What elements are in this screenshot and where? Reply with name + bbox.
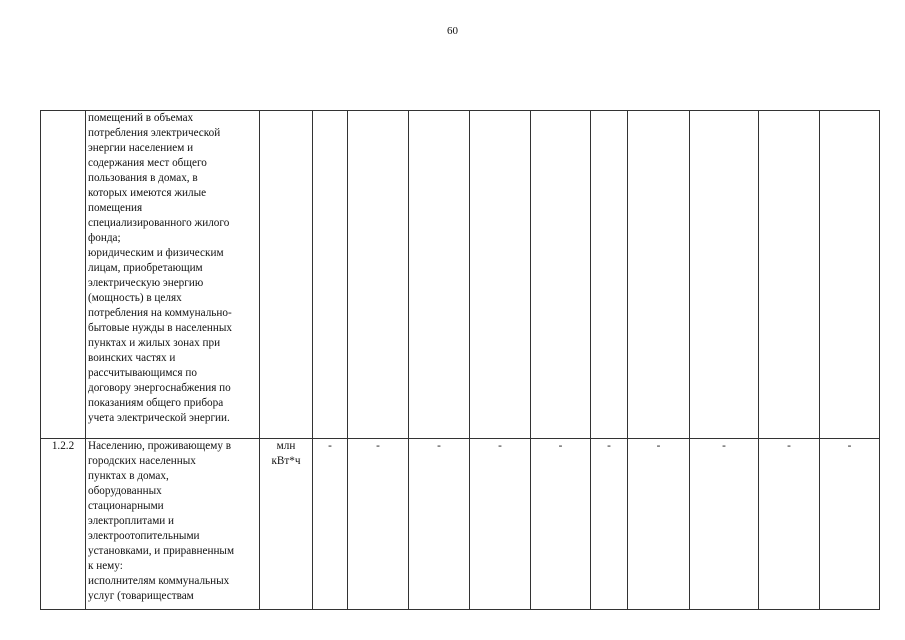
- value-cell: -: [628, 439, 690, 610]
- value-cell: -: [531, 439, 591, 610]
- value-cell: -: [591, 439, 628, 610]
- description-line: рассчитывающимся по: [88, 367, 197, 379]
- value-cell: [348, 111, 409, 439]
- value-cell: [409, 111, 470, 439]
- page-number: 60: [447, 25, 458, 37]
- description-line: энергии населением и: [88, 142, 194, 154]
- table-row: [41, 111, 880, 439]
- description-cell: [86, 439, 260, 610]
- description-line: пользования в домах, в: [88, 172, 198, 184]
- description-line: содержания мест общего: [88, 157, 207, 169]
- value-cell: -: [820, 439, 880, 610]
- value-cell: -: [313, 439, 348, 610]
- description-line: оборудованных: [88, 485, 162, 497]
- value-cell: [470, 111, 531, 439]
- description-line: пунктах в домах,: [88, 470, 169, 482]
- description-line: (мощность) в целях: [88, 292, 182, 304]
- description-line: помещений в объемах: [88, 112, 194, 124]
- description-line: Населению, проживающему в: [88, 440, 231, 452]
- description-cell: [86, 111, 260, 439]
- value-cell: [591, 111, 628, 439]
- value-cell: -: [759, 439, 820, 610]
- unit-cell: [260, 111, 313, 439]
- value-cell: [628, 111, 690, 439]
- description-line: услуг (товариществам: [88, 590, 194, 602]
- description-line: городских населенных: [88, 455, 196, 467]
- description-line: потребления на коммунально-: [88, 307, 232, 319]
- description-line: установками, и приравненным: [88, 545, 235, 557]
- description-line: потребления электрической: [88, 127, 221, 139]
- value-cell: -: [348, 439, 409, 610]
- description-line: показаниям общего прибора: [88, 397, 224, 409]
- description-line: электрическую энергию: [88, 277, 204, 289]
- unit-line: кВт*ч: [271, 455, 301, 467]
- description-line: которых имеются жилые: [88, 187, 207, 199]
- value-cell: -: [470, 439, 531, 610]
- description-line: к нему:: [88, 560, 123, 572]
- description-line: учета электрической энергии.: [88, 412, 230, 424]
- table-row: [41, 439, 880, 610]
- description-line: исполнителям коммунальных: [88, 575, 230, 587]
- value-cell: -: [690, 439, 759, 610]
- row-number-cell: 1.2.2: [41, 439, 86, 610]
- value-cell: [759, 111, 820, 439]
- description-line: воинских частях и: [88, 352, 176, 364]
- description-line: юридическим и физическим: [88, 247, 224, 259]
- description-line: помещения: [88, 202, 143, 214]
- value-cell: [690, 111, 759, 439]
- unit-cell: [260, 439, 313, 610]
- description-line: бытовые нужды в населенных: [88, 322, 233, 334]
- description-line: договору энергоснабжения по: [88, 382, 231, 394]
- description-line: стационарными: [88, 500, 164, 512]
- value-cell: [820, 111, 880, 439]
- tariff-table: [40, 110, 880, 610]
- value-cell: -: [409, 439, 470, 610]
- description-line: фонда;: [88, 232, 121, 244]
- unit-line: млн: [276, 440, 296, 452]
- description-line: лицам, приобретающим: [88, 262, 203, 274]
- description-line: специализированного жилого: [88, 217, 230, 229]
- description-line: электроплитами и: [88, 515, 175, 527]
- value-cell: [531, 111, 591, 439]
- row-number-cell: [41, 111, 86, 439]
- value-cell: [313, 111, 348, 439]
- description-line: пунктах и жилых зонах при: [88, 337, 221, 349]
- description-line: электроотопительными: [88, 530, 200, 542]
